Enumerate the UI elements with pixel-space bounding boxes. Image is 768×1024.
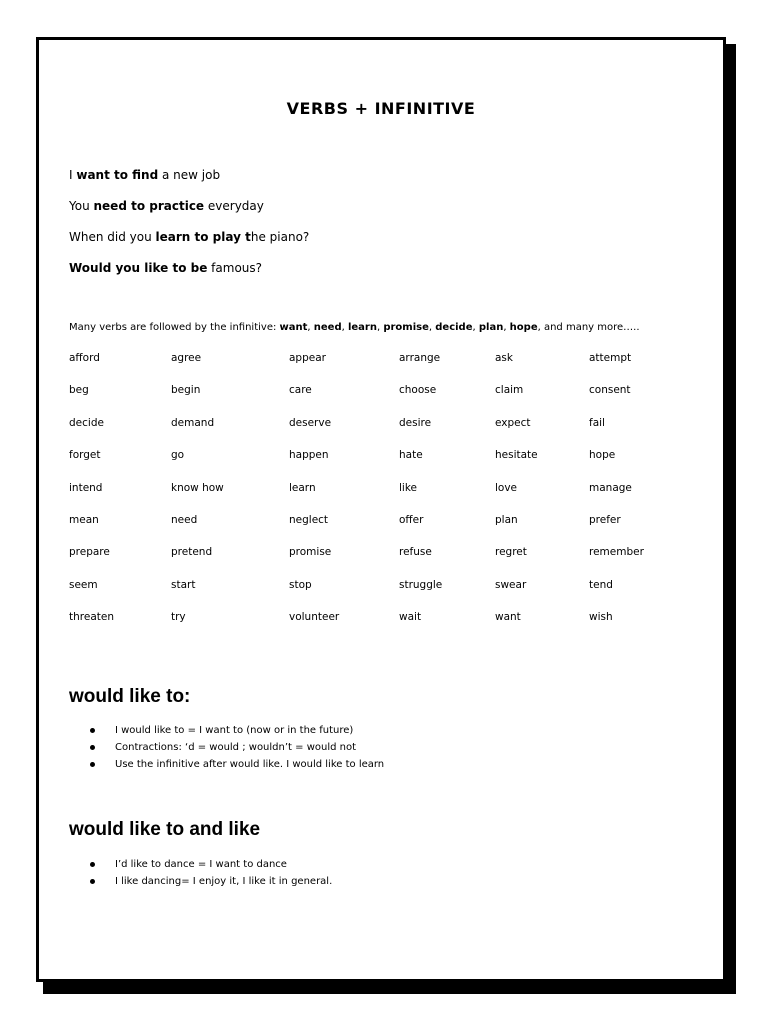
intro-verb: promise: [383, 322, 429, 333]
verb-cell: refuse: [399, 546, 432, 559]
verb-cell: happen: [289, 449, 329, 462]
verb-cell: promise: [289, 546, 332, 559]
infinitive-intro: [69, 322, 640, 333]
verb-cell: desire: [399, 416, 432, 429]
example-verb-phrase: learn to play t: [155, 230, 251, 244]
verb-cell: like: [399, 481, 418, 494]
section-heading: would like to:: [69, 686, 191, 707]
verb-cell: hope: [589, 449, 616, 462]
verb-cell: learn: [289, 481, 316, 494]
verb-cell: hate: [399, 449, 423, 462]
example-text: famous?: [207, 261, 263, 275]
verb-cell: prepare: [69, 546, 110, 559]
document-page: [36, 37, 726, 982]
verb-cell: swear: [495, 578, 527, 591]
example-text: he piano?: [250, 230, 310, 244]
verb-cell: agree: [171, 352, 202, 364]
intro-separator: ,: [307, 322, 314, 333]
example-text: When did you: [69, 230, 156, 244]
intro-verb: plan: [478, 322, 504, 333]
verb-cell: tend: [589, 578, 613, 591]
verb-cell: fail: [589, 416, 605, 429]
verb-cell: beg: [69, 384, 89, 397]
example-text: You: [69, 199, 94, 213]
intro-verb-list: [280, 322, 538, 333]
intro-separator: ,: [376, 322, 384, 333]
example-sentence: [69, 168, 220, 182]
verb-cell: deserve: [289, 416, 332, 429]
intro-suffix: , and many more…..: [537, 322, 640, 333]
verb-cell: prefer: [589, 514, 621, 526]
verb-cell: decide: [69, 416, 104, 429]
verb-cell: arrange: [399, 352, 441, 364]
verb-cell: expect: [495, 416, 531, 429]
verb-cell: consent: [589, 384, 631, 397]
verb-cell: know how: [171, 481, 224, 494]
example-text: a new job: [158, 168, 221, 182]
verb-cell: hesitate: [495, 449, 538, 462]
intro-verb: need: [313, 322, 342, 333]
verb-cell: afford: [69, 352, 100, 364]
page-title: VERBS + INFINITIVE: [286, 99, 476, 118]
example-text: I: [69, 168, 77, 182]
section-heading: would like to and like: [69, 819, 261, 840]
example-verb-phrase: want to find: [76, 168, 159, 182]
bullet-item: Contractions: ‘d = would ; wouldn’t = would not: [69, 739, 384, 756]
example-sentence: [69, 230, 309, 244]
example-text: everyday: [204, 199, 264, 213]
verb-cell: plan: [495, 514, 518, 526]
intro-text: Many verbs are followed by the infinitive:: [69, 322, 280, 333]
verb-cell: stop: [289, 578, 312, 591]
verb-cell: want: [495, 611, 521, 624]
bullet-list: [69, 856, 332, 890]
verb-cell: wish: [589, 611, 613, 624]
verb-cell: manage: [589, 481, 632, 494]
verb-cell: forget: [69, 449, 101, 462]
verb-cell: threaten: [69, 611, 114, 624]
verb-cell: neglect: [289, 514, 329, 526]
verb-cell: intend: [69, 481, 103, 494]
verb-cell: volunteer: [289, 611, 340, 624]
verb-cell: appear: [289, 352, 326, 364]
verb-cell: start: [171, 578, 196, 591]
verb-cell: go: [171, 449, 185, 462]
verb-cell: struggle: [399, 578, 443, 591]
verb-cell: demand: [171, 416, 215, 429]
verb-cell: offer: [399, 514, 424, 526]
verb-cell: care: [289, 384, 312, 397]
verb-cell: begin: [171, 384, 201, 397]
example-verb-phrase: Would you like to be: [69, 261, 208, 275]
intro-separator: ,: [428, 322, 436, 333]
verb-cell: regret: [495, 546, 527, 559]
verb-cell: claim: [495, 384, 524, 397]
verb-cell: love: [495, 481, 518, 494]
verb-cell: wait: [399, 611, 422, 624]
intro-verb: hope: [509, 322, 538, 333]
bullet-item: I would like to = I want to (now or in the future): [69, 722, 384, 739]
verb-cell: try: [171, 611, 186, 624]
intro-separator: ,: [503, 322, 510, 333]
verb-cell: choose: [399, 384, 437, 397]
verb-cell: need: [171, 514, 198, 526]
intro-verb: learn: [347, 322, 377, 333]
intro-verb: want: [279, 322, 308, 333]
verb-cell: mean: [69, 514, 99, 526]
example-sentence: [69, 199, 264, 213]
intro-separator: ,: [341, 322, 348, 333]
example-verb-phrase: need to practice: [93, 199, 205, 213]
bullet-item: I’d like to dance = I want to dance: [69, 856, 332, 873]
verb-cell: ask: [495, 352, 513, 364]
verb-cell: attempt: [589, 352, 632, 364]
example-sentence: [69, 261, 262, 275]
bullet-list: [69, 722, 384, 773]
verb-cell: pretend: [171, 546, 213, 559]
intro-separator: ,: [472, 322, 479, 333]
verb-cell: remember: [589, 546, 644, 559]
verb-cell: seem: [69, 578, 98, 591]
bullet-item: Use the infinitive after would like. I would like to learn: [69, 756, 384, 773]
bullet-item: I like dancing= I enjoy it, I like it in general.: [69, 873, 332, 890]
intro-verb: decide: [435, 322, 473, 333]
